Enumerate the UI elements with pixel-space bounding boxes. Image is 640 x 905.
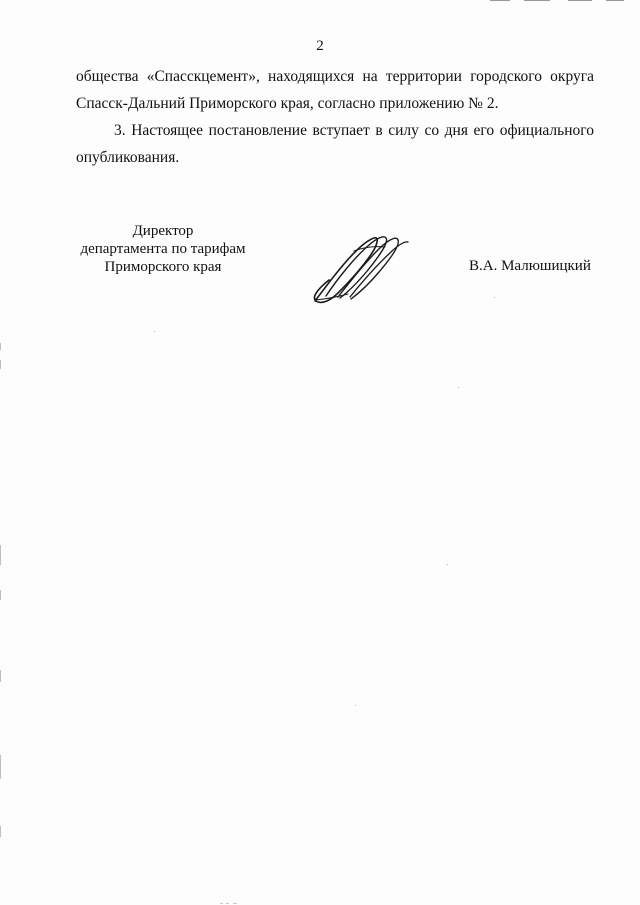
scan-bottom-mark (220, 903, 223, 904)
scan-dot (355, 705, 356, 706)
scan-dot (494, 297, 495, 298)
body-paragraph-1 (76, 63, 594, 117)
scan-margin-mark (0, 590, 1, 600)
scan-top-marks (490, 0, 630, 3)
signatory-title-line-3: Приморского края (104, 259, 222, 275)
scan-dot (458, 387, 459, 388)
scan-bottom-mark (226, 903, 229, 904)
signatory-title (72, 222, 254, 276)
scan-margin-mark (0, 360, 1, 369)
scan-margin-mark (0, 670, 1, 682)
scan-margin-mark (0, 755, 1, 779)
handwritten-signature (307, 230, 413, 306)
paragraph-2-line-2: опубликования. (76, 149, 180, 166)
scan-margin-mark (0, 826, 1, 837)
scan-margin-mark (0, 545, 1, 565)
paragraph-1-line-2: Спасск-Дальний Приморского края, согласно приложению № 2. (76, 95, 499, 112)
paragraph-2-line-1: 3. Настоящее постановление вступает в силу со дня его официального (114, 122, 594, 139)
scan-bottom-mark (233, 903, 237, 904)
scan-dot (154, 331, 155, 332)
signatory-title-line-2: департамента по тарифам (80, 241, 246, 257)
scan-dot (447, 564, 448, 565)
page-number: 2 (316, 38, 324, 54)
paragraph-1-line-1: общества «Спасскцемент», находящихся на территории городского округа (76, 68, 594, 85)
body-paragraph-2 (76, 117, 594, 171)
signer-name: В.А. Малюшицкий (469, 258, 591, 274)
scan-margin-mark (0, 343, 1, 350)
signatory-title-line-1: Директор (132, 223, 194, 239)
